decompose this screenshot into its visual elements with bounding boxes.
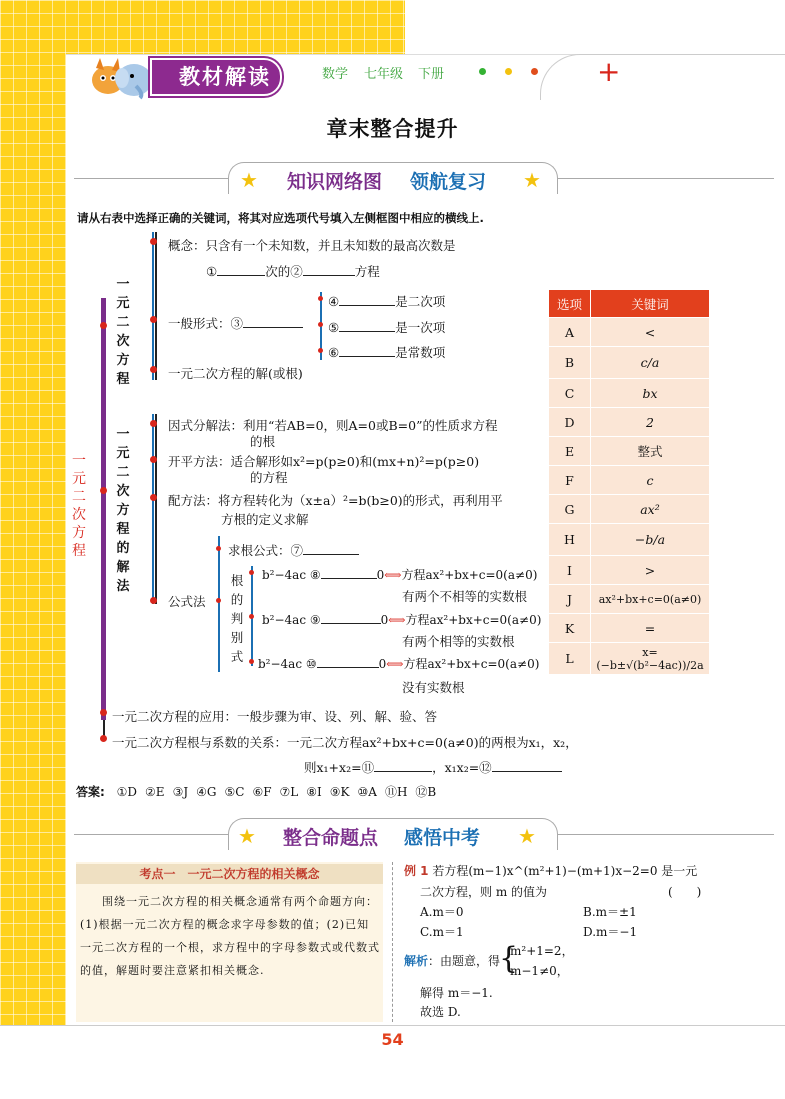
table-row	[549, 556, 710, 585]
map-node-dot	[150, 597, 157, 604]
disc-1-label: b²−4ac ⑧	[262, 568, 321, 582]
example-q-line1	[404, 862, 697, 879]
table-row	[549, 643, 710, 675]
choose-line: 故选 D.	[420, 1005, 461, 1019]
table-cell-keyword: −b/a	[591, 524, 710, 556]
table-cell-keyword: <	[591, 318, 710, 347]
table-cell-option: D	[549, 408, 591, 437]
answer-item: ④G	[196, 785, 217, 799]
disc-3-zero: 0	[378, 657, 387, 671]
table-cell-option: F	[549, 466, 591, 495]
disc-3-eq: 方程ax²+bx+c=0(a≠0)	[403, 657, 540, 671]
map-node-dot	[249, 659, 254, 664]
answer-item: ⑧I	[306, 785, 322, 799]
map-node-dot	[150, 494, 157, 501]
header-tab-curve	[540, 54, 785, 100]
map-node-dot	[150, 366, 157, 373]
solve-line: 解得 m＝−1.	[420, 986, 493, 1000]
term-5-text: 是一次项	[395, 320, 446, 335]
section-2-title-main: 整合命题点	[283, 827, 379, 849]
map-factor-1: 因式分解法：利用“若AB=0，则A=0或B=0”的性质求方程	[168, 418, 498, 433]
mascot-image	[86, 58, 156, 100]
header-grade: 七年级	[364, 67, 404, 82]
map-term-6	[328, 343, 445, 361]
section-1-title-sub: 领航复习	[410, 171, 487, 193]
map-branch1-label: 一元二次方程	[116, 277, 130, 387]
star-icon: ★	[518, 824, 536, 848]
jiexi-label: 解析	[404, 954, 429, 968]
double-arrow-icon: ⟺	[386, 657, 404, 671]
blank-11[interactable]	[374, 758, 432, 772]
blank-1[interactable]	[217, 262, 265, 276]
table-row	[549, 379, 710, 408]
disc-2-label: b²−4ac ⑨	[262, 613, 321, 627]
map-branch2-bar	[152, 414, 154, 604]
map-complete-2: 方根的定义求解	[221, 512, 309, 527]
map-general-form	[168, 314, 303, 332]
option-b[interactable]: B.m＝±1	[583, 905, 637, 919]
table-cell-keyword: ax²	[591, 495, 710, 524]
blank-2-label: 次的②	[265, 264, 303, 279]
map-node-dot	[150, 238, 157, 245]
map-branch2-bracket	[155, 414, 157, 604]
map-node-dot	[318, 296, 323, 301]
map-node-dot	[216, 546, 221, 551]
section-banner-2-tab	[228, 818, 558, 850]
answer-item: ⑦L	[279, 785, 299, 799]
example-question-2: 二次方程，则 m 的值为	[420, 885, 548, 899]
table-cell-option: G	[549, 495, 591, 524]
map-node-dot	[150, 456, 157, 463]
yellow-dot-icon	[505, 68, 512, 75]
map-factor-2: 的根	[250, 434, 276, 449]
map-formula-method: 公式法	[168, 594, 206, 609]
table-cell-keyword: >	[591, 556, 710, 585]
table-header: 选项	[549, 290, 591, 318]
map-node-dot	[249, 570, 254, 575]
map-discriminant-label: 根的判别式	[230, 573, 244, 664]
table-row	[549, 585, 710, 614]
map-root-label: 一元二次方程	[72, 453, 86, 559]
map-branch2-label: 一元二次方程的解法	[116, 427, 130, 594]
map-node-dot	[100, 487, 107, 494]
blank-3[interactable]	[243, 314, 303, 328]
map-sqrt-1: 开平方法：适合解形如x²=p(p≥0)和(mx+n)²=p(p≥0)	[168, 454, 480, 469]
blank-12[interactable]	[492, 758, 562, 772]
map-node-dot	[318, 322, 323, 327]
disc-3-label: b²−4ac ⑩	[258, 657, 317, 671]
table-cell-option: E	[549, 437, 591, 466]
map-root-formula	[228, 541, 359, 559]
disc-1-eq: 方程ax²+bx+c=0(a≠0)	[401, 568, 538, 582]
answer-item: ⑪H	[384, 785, 408, 799]
keyword-table	[548, 289, 710, 675]
term-6-text: 是常数项	[395, 345, 446, 360]
map-concept-line2	[206, 262, 380, 280]
map-node-dot	[100, 709, 107, 716]
kaodian-body: 围绕一元二次方程的相关概念通常有两个命题方向：(1)根据一元二次方程的概念求字母参数的值；(2)已知一元二次方程的一个根，求方程中的字母参数式或代数式的值，解题时要注意紧扣相关概念.	[80, 895, 380, 977]
section-2-title-sub: 感悟中考	[404, 827, 481, 849]
jiexi-line	[404, 952, 500, 969]
answer-item: ①D	[116, 785, 138, 799]
blank-1-label: ①	[206, 264, 218, 279]
map-formula-bar	[218, 536, 220, 672]
map-branch1-bar	[152, 232, 154, 380]
map-disc-1-result: 有两个不相等的实数根	[402, 589, 528, 604]
system-eq-1: m²+1=2，	[510, 944, 574, 958]
star-icon: ★	[238, 824, 256, 848]
double-arrow-icon: ⟺	[384, 568, 402, 582]
map-node-dot	[318, 348, 323, 353]
table-row	[549, 347, 710, 379]
table-row	[549, 524, 710, 556]
kaodian-title: 考点一 一元二次方程的相关概念	[76, 864, 383, 884]
star-icon: ★	[523, 168, 541, 192]
brace-icon: {	[499, 941, 519, 976]
red-dot-icon	[531, 68, 538, 75]
disc-1-zero: 0	[376, 568, 385, 582]
table-cell-keyword: bx	[591, 379, 710, 408]
table-row	[549, 318, 710, 347]
page-number: 54	[381, 1030, 404, 1049]
blank-4[interactable]	[339, 292, 395, 306]
map-term-4	[328, 292, 445, 310]
header-volume: 下册	[418, 67, 445, 82]
footer-rule	[0, 1025, 785, 1026]
answers-label: 答案:	[76, 785, 105, 799]
instruction-text: 请从右表中选择正确的关键词，将其对应选项代号填入左侧框图中相应的横线上.	[77, 211, 484, 225]
jiexi-text: ：由题意，得	[428, 954, 501, 968]
plus-icon: +	[597, 55, 621, 88]
blank-6[interactable]	[339, 343, 395, 357]
page-title: 章末整合提升	[326, 117, 459, 141]
disc-2-zero: 0	[380, 613, 389, 627]
star-icon: ★	[240, 168, 258, 192]
blank-2[interactable]	[303, 262, 355, 276]
map-node-dot	[216, 598, 221, 603]
map-vieta-2	[304, 758, 562, 776]
term-4-text: 是二次项	[395, 294, 446, 309]
answer-item: ⑤C	[224, 785, 245, 799]
side-grid-decoration	[0, 0, 66, 1025]
disc-2-eq: 方程ax²+bx+c=0(a≠0)	[405, 613, 542, 627]
table-row	[549, 614, 710, 643]
map-sqrt-2: 的方程	[250, 470, 288, 485]
table-cell-option: B	[549, 347, 591, 379]
answer-item: ②E	[145, 785, 165, 799]
blank-6-label: ⑥	[328, 345, 340, 360]
top-grid-decoration	[0, 0, 405, 60]
table-cell-option: K	[549, 614, 591, 643]
map-disc-2-result: 有两个相等的实数根	[402, 634, 515, 649]
blank-7[interactable]	[303, 541, 359, 555]
header-subject: 数学	[322, 67, 349, 82]
map-node-dot	[100, 735, 107, 742]
answer-item: ③J	[172, 785, 189, 799]
vieta-sum-label: 则x₁+x₂=⑪	[304, 760, 375, 775]
table-row	[549, 408, 710, 437]
option-d[interactable]: D.m＝−1	[583, 925, 638, 939]
map-disc-2	[262, 610, 541, 628]
column-divider	[392, 862, 393, 1022]
table-cell-keyword: c	[591, 466, 710, 495]
table-cell-keyword: =	[591, 614, 710, 643]
map-node-dot	[150, 316, 157, 323]
answer-item: ⑫B	[415, 785, 437, 799]
blank-9[interactable]	[321, 610, 381, 624]
table-header: 关键词	[591, 290, 710, 318]
table-row	[549, 466, 710, 495]
table-cell-keyword: 2	[591, 408, 710, 437]
double-arrow-icon: ⟺	[388, 613, 406, 627]
map-node-dot	[100, 322, 107, 329]
map-term-5	[328, 318, 445, 336]
table-cell-option: A	[549, 318, 591, 347]
answer-item: ⑩A	[357, 785, 377, 799]
blank-10[interactable]	[317, 654, 379, 668]
option-c[interactable]: C.m＝1	[420, 925, 464, 939]
table-row	[549, 495, 710, 524]
map-node-dot	[249, 614, 254, 619]
example-question-1: 若方程(m−1)x^(m²+1)−(m+1)x−2=0 是一元	[432, 864, 698, 878]
brand-title: 教材解读	[179, 65, 271, 89]
map-solution: 一元二次方程的解(或根)	[168, 366, 303, 381]
blank-4-label: ④	[328, 294, 340, 309]
table-cell-keyword: x=(−b±√(b²−4ac))/2a	[591, 643, 710, 675]
map-vieta-1: 一元二次方程根与系数的关系：一元二次方程ax²+bx+c=0(a≠0)的两根为x₁，x₂，	[112, 735, 578, 750]
table-cell-keyword: 整式	[591, 437, 710, 466]
concept-tail: 方程	[354, 264, 380, 279]
section-banner-1-tab	[228, 162, 558, 194]
map-root-bar	[101, 298, 106, 720]
example-label: 例 1	[404, 864, 429, 878]
map-disc-1	[262, 565, 537, 583]
map-disc-3-result: 没有实数根	[402, 680, 465, 695]
blank-5-label: ⑤	[328, 320, 340, 335]
option-a[interactable]: A.m＝0	[420, 905, 464, 919]
answer-item: ⑨K	[329, 785, 350, 799]
answers-list	[109, 785, 437, 799]
table-cell-option: I	[549, 556, 591, 585]
table-cell-keyword: ax²+bx+c=0(a≠0)	[591, 585, 710, 614]
table-cell-keyword: c/a	[591, 347, 710, 379]
table-cell-option: J	[549, 585, 591, 614]
map-complete-1: 配方法：将方程转化为（x±a）²=b(b≥0)的形式，再利用平	[168, 493, 503, 508]
map-node-dot	[150, 420, 157, 427]
table-row	[549, 437, 710, 466]
system-eq-2: m−1≠0，	[510, 964, 569, 978]
blank-8[interactable]	[321, 565, 377, 579]
map-concept-line1: 概念：只含有一个未知数，并且未知数的最高次数是	[168, 238, 456, 253]
answers-line	[76, 783, 436, 800]
section-1-title-main: 知识网络图	[287, 171, 383, 193]
table-cell-option: H	[549, 524, 591, 556]
blank-5[interactable]	[339, 318, 395, 332]
root-formula-label: 求根公式：⑦	[228, 543, 304, 558]
map-branch1-bracket	[155, 232, 157, 380]
general-form-label: 一般形式：③	[168, 316, 244, 331]
answer-item: ⑥F	[252, 785, 272, 799]
table-cell-option: L	[549, 643, 591, 675]
map-application: 一元二次方程的应用：一般步骤为审、设、列、解、验、答	[112, 709, 438, 724]
green-dot-icon	[479, 68, 486, 75]
vieta-product-label: ，x₁x₂=⑫	[432, 760, 492, 775]
map-disc-3	[258, 654, 539, 672]
example-answer-paren: ( )	[668, 885, 702, 899]
table-cell-option: C	[549, 379, 591, 408]
